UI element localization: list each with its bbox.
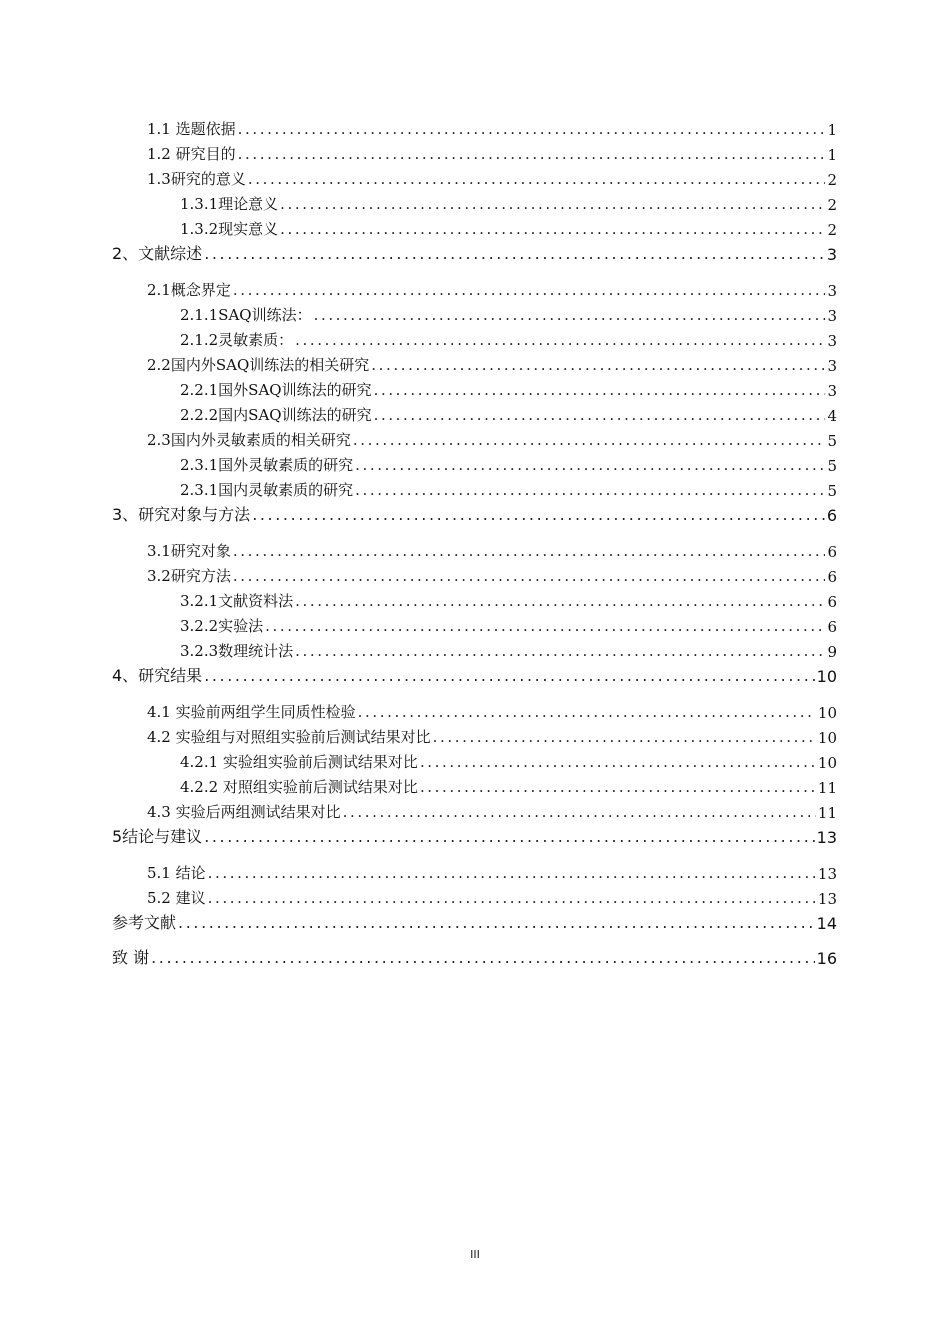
toc-entry-label: 1.1 选题依据 [147,120,236,138]
dot-leader [355,458,825,475]
toc-entry-label: 1.3研究的意义 [147,170,246,188]
toc-entry-page: 1 [827,146,837,164]
toc-entry-page: 2 [827,171,837,189]
toc-entry-page: 13 [817,890,837,908]
toc-entry[interactable] [112,821,837,847]
toc-entry-label: 5结论与建议 [112,827,203,846]
dot-leader [238,122,826,139]
toc-entry-label: 4.2.1 实验组实验前后测试结果对比 [180,753,418,771]
toc-entry[interactable] [112,238,837,264]
dot-leader [265,619,825,636]
dot-leader [208,866,816,883]
dot-leader [238,147,826,164]
toc-entry-label: 2.3.1国内灵敏素质的研究 [180,481,354,499]
dot-leader [420,780,816,797]
toc-entry-label: 4.3 实验后两组测试结果对比 [147,803,341,821]
dot-leader [252,507,825,525]
toc-entry[interactable] [147,857,837,883]
dot-leader [151,950,815,968]
toc-entry-label: 4.1 实验前两组学生同质性检验 [147,703,356,721]
toc-entry[interactable] [112,660,837,686]
toc-entry-label: 5.1 结论 [147,864,206,882]
dot-leader [208,891,816,908]
toc-entry-page: 5 [827,432,837,450]
dot-leader [233,569,826,586]
toc-entry[interactable] [180,635,837,661]
toc-entry-page: 14 [816,914,837,933]
toc-entry-page: 16 [816,949,837,968]
toc-entry-label: 3.2.2实验法 [180,617,264,635]
toc-entry-label: 5.2 建议 [147,889,206,907]
toc-entry-page: 6 [827,593,837,611]
toc-entry-page: 4 [827,407,837,425]
dot-leader [343,805,816,822]
dot-leader [233,544,826,561]
toc-entry-page: 5 [827,457,837,475]
toc-entry-page: 9 [827,643,837,661]
toc-entry[interactable] [180,449,837,475]
toc-entry-label: 3.2.3数理统计法 [180,642,294,660]
dot-leader [371,358,825,375]
toc-entry-page: 10 [817,704,837,722]
toc-entry[interactable] [180,299,837,325]
toc-entry[interactable] [147,721,837,747]
toc-entry-label: 2.3.1国外灵敏素质的研究 [180,456,354,474]
toc-entry-label: 2.1概念界定 [147,281,231,299]
toc-entry-label: 1.2 研究目的 [147,145,236,163]
dot-leader [295,644,825,661]
toc-entry-page: 5 [827,482,837,500]
dot-leader [314,308,826,325]
toc-entry[interactable] [147,696,837,722]
toc-entry[interactable] [112,907,837,933]
toc-entry-page: 2 [827,196,837,214]
toc-entry-page: 10 [817,729,837,747]
toc-entry[interactable] [112,942,837,968]
toc-entry-label: 4.2 实验组与对照组实验前后测试结果对比 [147,728,431,746]
toc-entry[interactable] [147,274,837,300]
toc-entry[interactable] [147,424,837,450]
dot-leader [355,483,825,500]
toc-entry-label: 2.1.1SAQ训练法： [180,306,312,324]
toc-entry-page: 3 [827,332,837,350]
toc-entry[interactable] [180,610,837,636]
toc-entry[interactable] [180,374,837,400]
toc-entry-label: 参考文献 [112,913,177,932]
toc-entry-label: 致 谢 [112,948,150,967]
dot-leader [295,594,825,611]
toc-entry-label: 1.3.1理论意义 [180,195,279,213]
dot-leader [204,829,814,847]
toc-entry[interactable] [147,113,837,139]
toc-entry[interactable] [147,535,837,561]
dot-leader [204,668,814,686]
toc-entry[interactable] [147,882,837,908]
toc-entry-page: 10 [816,667,837,686]
page-number: III [470,1248,480,1261]
toc-entry-label: 2、文献综述 [112,244,203,263]
toc-entry-label: 4、研究结果 [112,666,203,685]
toc-entry-label: 2.3国内外灵敏素质的相关研究 [147,431,351,449]
toc-entry-page: 1 [827,121,837,139]
toc-entry[interactable] [147,163,837,189]
toc-entry-label: 2.2国内外SAQ训练法的相关研究 [147,356,370,374]
toc-entry-page: 3 [827,382,837,400]
dot-leader [420,755,816,772]
toc-entry-page: 13 [816,828,837,847]
toc-entry[interactable] [180,474,837,500]
toc-entry[interactable] [180,324,837,350]
toc-entry-label: 3.1研究对象 [147,542,231,560]
dot-leader [178,915,815,933]
toc-entry-page: 6 [827,568,837,586]
toc-entry-page: 3 [827,357,837,375]
dot-leader [233,283,826,300]
toc-entry-label: 2.2.2国内SAQ训练法的研究 [180,406,372,424]
dot-leader [295,333,825,350]
toc-entry[interactable] [180,746,837,772]
toc-entry-page: 11 [817,804,837,822]
toc-entry-page: 3 [827,307,837,325]
toc-entry-page: 2 [827,221,837,239]
toc-entry[interactable] [180,771,837,797]
toc-entry-page: 3 [827,282,837,300]
toc-entry-label: 2.1.2灵敏素质： [180,331,294,349]
toc-entry-page: 6 [827,543,837,561]
toc-entry[interactable] [147,349,837,375]
dot-leader [248,172,826,189]
toc-entry[interactable] [147,560,837,586]
dot-leader [374,383,826,400]
toc-entry-label: 3.2研究方法 [147,567,231,585]
toc-entry[interactable] [180,399,837,425]
toc-entry-page: 6 [827,618,837,636]
toc-entry-label: 1.3.2现实意义 [180,220,279,238]
dot-leader [280,197,825,214]
toc-entry-page: 6 [826,506,837,525]
toc-entry-page: 11 [817,779,837,797]
dot-leader [374,408,826,425]
toc-entry[interactable] [147,138,837,164]
toc-entry-page: 3 [826,245,837,264]
toc-entry[interactable] [180,585,837,611]
dot-leader [204,246,825,264]
toc-entry[interactable] [180,188,837,214]
toc-entry-page: 10 [817,754,837,772]
toc-entry-label: 2.2.1国外SAQ训练法的研究 [180,381,372,399]
dot-leader [433,730,816,747]
dot-leader [358,705,816,722]
dot-leader [353,433,826,450]
toc-entry[interactable] [180,213,837,239]
toc-entry-page: 13 [817,865,837,883]
dot-leader [280,222,825,239]
toc-entry[interactable] [112,499,837,525]
toc-entry-label: 4.2.2 对照组实验前后测试结果对比 [180,778,418,796]
toc-entry-label: 3、研究对象与方法 [112,505,251,524]
toc-entry-label: 3.2.1文献资料法 [180,592,294,610]
toc-entry[interactable] [147,796,837,822]
